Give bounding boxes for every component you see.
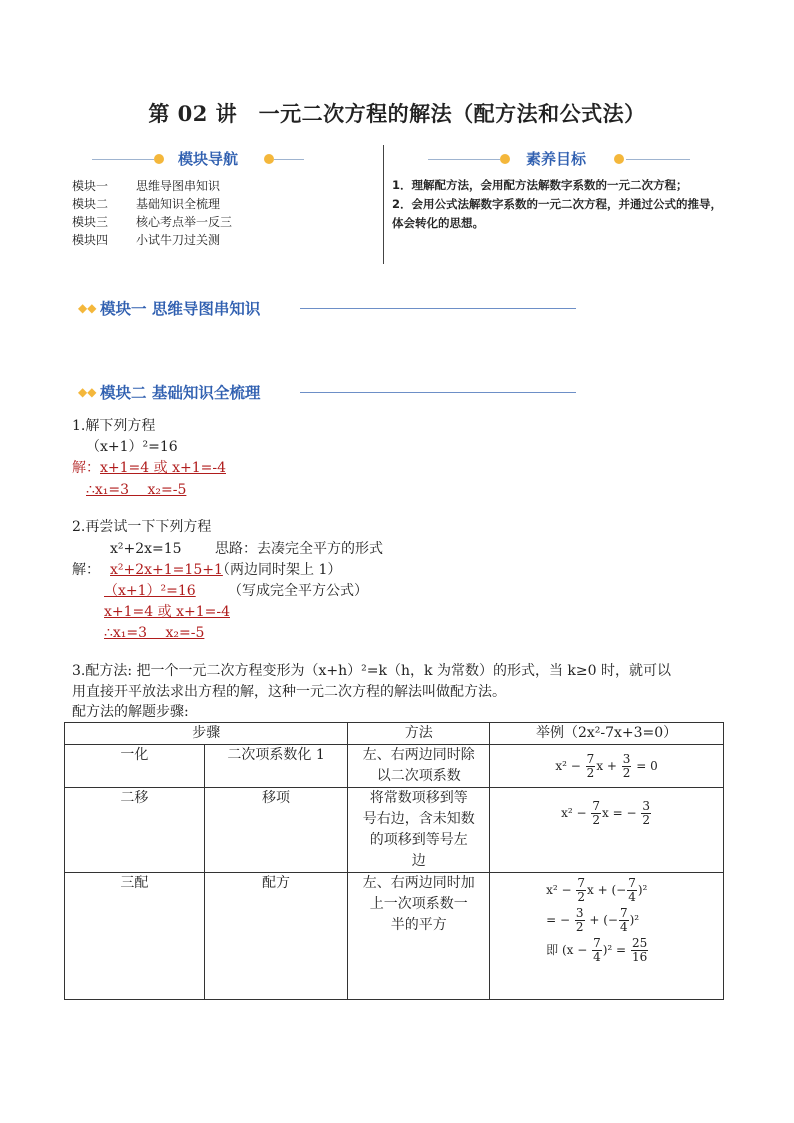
goal-item: 2．会用公式法解数字系数的一元二次方程，并通过公式的推导，体会转化的思想。 — [392, 197, 722, 230]
section-title: 模块一 思维导图串知识 — [100, 300, 261, 318]
section-rule — [300, 392, 576, 393]
diamond-icon: ◆◆ — [78, 301, 97, 315]
goals-heading: 素养目标 — [526, 150, 587, 168]
step-method: 将常数项移到等 号右边，含未知数 的项移到等号左 边 — [348, 788, 490, 873]
q1-prompt: 1.解下列方程 — [72, 418, 156, 434]
header-step: 步骤 — [65, 723, 348, 745]
step-example — [490, 873, 724, 1000]
header-dot-icon — [500, 154, 510, 164]
header-line-right — [274, 159, 304, 160]
section-header-1 — [78, 297, 578, 319]
nav-item[interactable]: 模块一 思维导图串知识 — [72, 179, 221, 193]
q2-line1: x²+2x+1=15+1 — [110, 562, 223, 578]
q3-para-line1: 3.配方法: 把一个一元二次方程变形为（x+h）²=k（h，k 为常数）的形式，当 k≥0 时，就可以 — [72, 663, 671, 679]
section-header-2 — [78, 381, 578, 403]
nav-item[interactable]: 模块二 基础知识全梳理 — [72, 197, 221, 211]
table-row — [65, 788, 724, 873]
example-formula: x² − $\frac{7}{2}$ x = − $\frac{3}{2}$ — [561, 799, 650, 827]
q2-line1-note: （两边同时架上 1） — [216, 562, 342, 578]
q1-solution-line2: ∴x₁=3 x₂=-5 — [86, 482, 187, 498]
q1-equation: （x+1）²=16 — [86, 439, 178, 455]
section-rule — [300, 308, 576, 309]
module-nav-list — [72, 177, 232, 249]
header-dot-icon — [614, 154, 624, 164]
example-formula: 即 (x − $\frac{7}{4}$ )² = $\frac{25}{16}$ — [546, 936, 648, 964]
q2-prompt: 2.再尝试一下下列方程 — [72, 519, 212, 535]
section-title: 模块二 基础知识全梳理 — [100, 384, 261, 402]
column-divider — [383, 145, 384, 264]
table-row — [65, 745, 724, 788]
step-example — [490, 745, 724, 788]
step-method: 左、右两边同时加 上一次项系数一 半的平方 — [348, 873, 490, 1000]
step-example — [490, 788, 724, 873]
step-name: 三配 — [65, 873, 205, 1000]
header-method: 方法 — [348, 723, 490, 745]
step-detail: 配方 — [204, 873, 348, 1000]
goals-list — [392, 176, 726, 233]
example-formula: x² − $\frac{7}{2}$ x + (− $\frac{7}{4}$ )² — [546, 876, 648, 904]
step-detail: 二次项系数化 1 — [204, 745, 348, 788]
q2-equation: x²+2x=15 — [110, 541, 182, 557]
header-example: 举例（2x²-7x+3=0） — [490, 723, 724, 745]
q3-para-line2: 用直接开平放法求出方程的解，这种一元二次方程的解法叫做配方法。 — [72, 684, 506, 700]
goal-item: 1．理解配方法，会用配方法解数字系数的一元二次方程； — [392, 178, 688, 192]
module-nav-heading: 模块导航 — [178, 150, 239, 168]
step-name: 一化 — [65, 745, 205, 788]
steps-table — [64, 722, 724, 1000]
q2-line2-note: （写成完全平方公式） — [228, 583, 368, 599]
table-header-row — [65, 723, 724, 745]
steps-caption: 配方法的解题步骤: — [72, 704, 189, 720]
module-nav-header — [92, 148, 302, 170]
q2-line2: （x+1）²=16 — [104, 583, 196, 599]
nav-item[interactable]: 模块三 核心考点举一反三 — [72, 215, 233, 229]
nav-item[interactable]: 模块四 小试牛刀过关测 — [72, 233, 221, 247]
q2-hint: 思路：去凑完全平方的形式 — [215, 541, 383, 557]
page-title: 第 02 讲 一元二次方程的解法（配方法和公式法） — [148, 101, 646, 126]
header-dot-icon — [264, 154, 274, 164]
header-line-right — [626, 159, 690, 160]
q2-line3: x+1=4 或 x+1=-4 — [104, 604, 230, 620]
step-detail: 移项 — [204, 788, 348, 873]
q1-solution-line1: 解：x+1=4 或 x+1=-4 — [72, 460, 226, 476]
goals-header — [428, 148, 696, 170]
table-row — [65, 873, 724, 1000]
step-name: 二移 — [65, 788, 205, 873]
step-method: 左、右两边同时除 以二次项系数 — [348, 745, 490, 788]
diamond-icon: ◆◆ — [78, 385, 97, 399]
header-dot-icon — [154, 154, 164, 164]
q2-sol-prefix: 解： — [72, 562, 100, 578]
q2-line4: ∴x₁=3 x₂=-5 — [104, 625, 205, 641]
example-formula: = − $\frac{3}{2}$ + (− $\frac{7}{4}$ )² — [546, 906, 640, 934]
header-line-left — [428, 159, 500, 160]
example-formula: x² − $\frac{7}{2}$ x + $\frac{3}{2}$ = 0 — [555, 751, 658, 780]
header-line-left — [92, 159, 154, 160]
